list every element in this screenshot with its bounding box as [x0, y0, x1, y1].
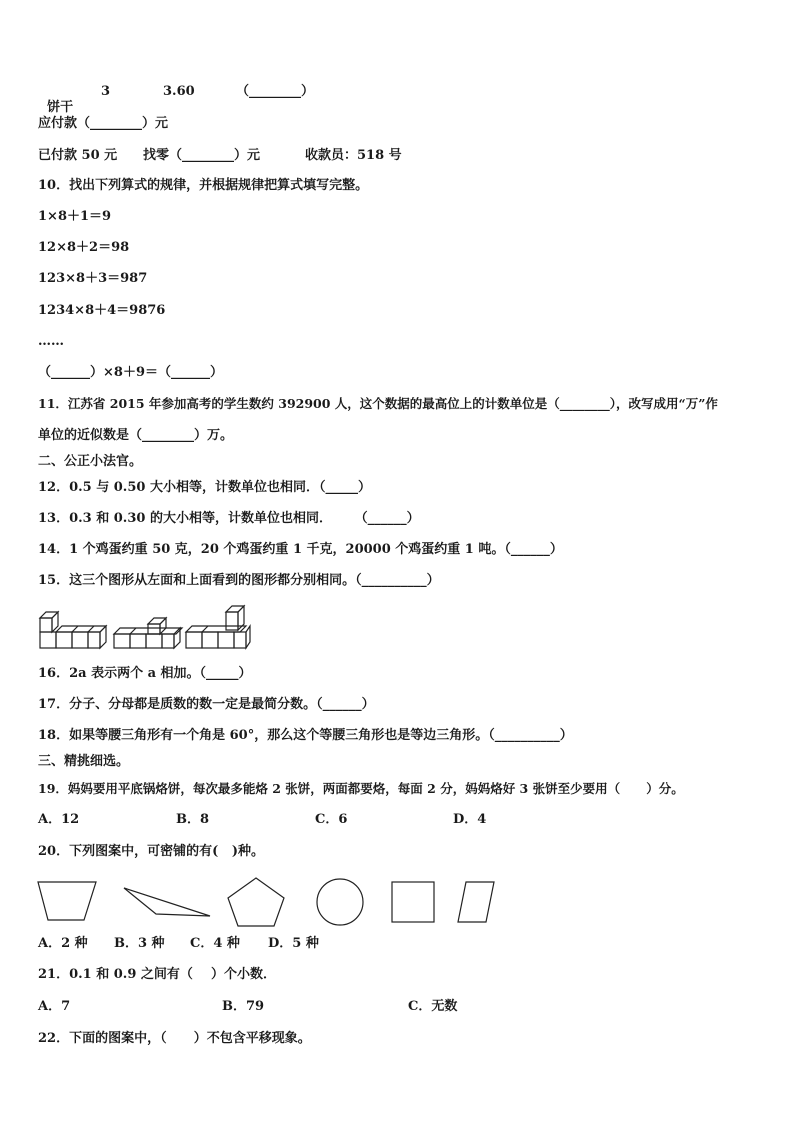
- q11-line2: 单位的近似数是（________）万。: [38, 428, 234, 443]
- q20-shapes: [36, 874, 500, 930]
- section3-title: 三、精挑细选。: [38, 754, 130, 769]
- q10-eq3: 123×8＋3＝987: [38, 271, 148, 286]
- q19-option-a: A．12: [38, 812, 80, 827]
- q20-option-b: B．3 种: [114, 936, 165, 951]
- q19-option-c: C．6: [315, 812, 348, 827]
- receipt-blank: （________）: [236, 84, 315, 99]
- q10-ellipsis: ……: [38, 334, 64, 349]
- receipt-row: [38, 84, 73, 116]
- cube-figure-3: [186, 606, 250, 648]
- cube-figure-1: [40, 612, 106, 648]
- q10-eq4: 1234×8＋4＝9876: [38, 303, 166, 318]
- q20-option-d: D．5 种: [268, 936, 319, 951]
- q22-stem: 22．下面的图案中，（ ）不包含平移现象。: [38, 1031, 311, 1046]
- q19-option-d: D．4: [453, 812, 487, 827]
- square-shape: [392, 882, 434, 922]
- cube-figure-2: [114, 618, 182, 648]
- q15: 15．这三个图形从左面和上面看到的图形都分别相同。（__________）: [38, 573, 440, 588]
- q19-option-b: B．8: [176, 812, 210, 827]
- q17: 17．分子、分母都是质数的数一定是最简分数。（______）: [38, 697, 375, 712]
- section2-title: 二、公正小法官。: [38, 454, 143, 469]
- q14: 14．1 个鸡蛋约重 50 克，20 个鸡蛋约重 1 千克，20000 个鸡蛋约重 1 吨。（______）: [38, 542, 563, 557]
- q21-option-b: B．79: [222, 999, 265, 1014]
- q16: 16．2a 表示两个 a 相加。（_____）: [38, 666, 252, 681]
- q10-fill: （______）×8＋9＝（______）: [38, 365, 223, 380]
- q10-eq2: 12×8＋2＝98: [38, 240, 130, 255]
- receipt-change: 找零（________）元: [143, 148, 261, 163]
- q19-stem: 19．妈妈要用平底锅烙饼，每次最多能烙 2 张饼，两面都要烙，每面 2 分，妈妈烙好 3 张饼至少要用（ ）分。: [38, 781, 684, 796]
- receipt-price: 3.60: [163, 84, 195, 99]
- q12: 12．0.5 与 0.50 大小相等，计数单位也相同．（_____）: [38, 480, 371, 495]
- q20-option-a: A．2 种: [38, 936, 88, 951]
- q10-stem: 10．找出下列算式的规律，并根据规律把算式填写完整。: [38, 178, 369, 193]
- circle-shape: [317, 879, 363, 925]
- receipt-qty: 3: [101, 84, 111, 99]
- q20-stem: 20．下列图案中，可密铺的有( )种。: [38, 844, 264, 859]
- receipt-paid: 已付款 50 元: [38, 148, 118, 163]
- q21-stem: 21．0.1 和 0.9 之间有（ ）个小数．: [38, 967, 277, 982]
- q10-eq1: 1×8＋1＝9: [38, 209, 112, 224]
- q13: 13．0.3 和 0.30 的大小相等，计数单位也相同． （______）: [38, 511, 420, 526]
- receipt-cashier: 收款员：518 号: [305, 148, 402, 163]
- parallelogram-shape: [458, 882, 494, 922]
- triangle-shape: [124, 888, 210, 916]
- pentagon-shape: [228, 878, 284, 926]
- receipt-item: 饼干: [47, 100, 74, 115]
- q21-option-a: A．7: [38, 999, 71, 1014]
- q21-option-c: C．无数: [408, 999, 458, 1014]
- q20-option-c: C．4 种: [190, 936, 240, 951]
- q11-line1: 11．江苏省 2015 年参加高考的学生数约 392900 人，这个数据的最高位上的计数单位是（________），改写成用“万”作: [38, 396, 718, 411]
- q18: 18．如果等腰三角形有一个角是 60°，那么这个等腰三角形也是等边三角形。（__________）: [38, 728, 573, 743]
- receipt-payable: 应付款（________）元: [38, 116, 169, 131]
- q15-cube-figures: [36, 604, 252, 652]
- trapezoid-shape: [38, 882, 96, 920]
